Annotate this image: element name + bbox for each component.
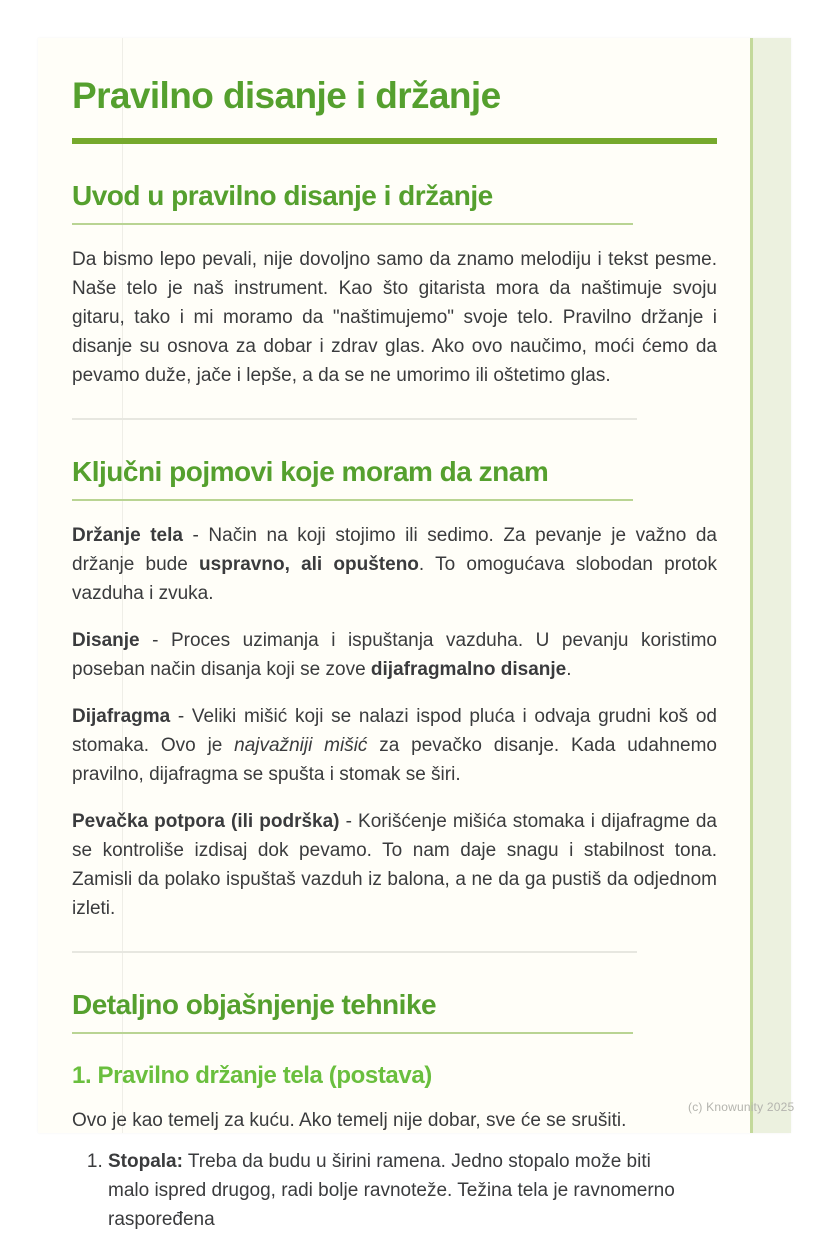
watermark: (c) Knowunity 2025	[688, 1100, 795, 1114]
document-page	[38, 38, 795, 1231]
section-heading-detaljno-objasnjenje: Detaljno objašnjenje tehnike	[72, 989, 437, 1021]
paragraph-uvod: Da bismo lepo pevali, nije dovoljno samo da znamo melodiju i tekst pesme. Naše telo je naš instrument. Kao što gitarista mora da naštimuje svoju gitaru, tako i mi moramo da "naštimujemo" svoje telo. Pravilno držanje i disanje su osnova za dobar i zdrav glas. Ako ovo naučimo, moći ćemo da pevamo duže, jače i lepše, a da se ne umorimo ili oštetimo glas.	[72, 249, 717, 387]
list-item-stopala	[108, 1147, 683, 1234]
section-detaljno-objasnjenje	[72, 989, 717, 1234]
paragraph-temelj-intro: Ovo je kao temelj za kuću. Ako temelj nije dobar, sve će se srušiti.	[72, 1110, 627, 1132]
document-title: Pravilno disanje i držanje	[72, 75, 501, 116]
section-heading-kljucni-pojmovi: Ključni pojmovi koje moram da znam	[72, 456, 549, 488]
page-content	[72, 38, 717, 1234]
subsection-heading-pravilno-drzanje: 1. Pravilno držanje tela (postava)	[72, 1062, 432, 1090]
section-uvod	[72, 180, 717, 390]
section-divider-2	[72, 951, 637, 953]
section-heading-uvod: Uvod u pravilno disanje i držanje	[72, 180, 493, 212]
spacer	[72, 923, 717, 941]
section-rule-uvod	[72, 223, 633, 225]
paragraph-dijafragma: Dijafragma - Veliki mišić koji se nalazi ispod pluća i odvaja grudni koš od stomaka. Ovo je najvažniji mišić za pevačko disanje. Kada udahnemo pravilno, dijafragma se spušta i stomak se širi.	[72, 706, 717, 786]
numbered-list	[72, 1147, 717, 1234]
section-rule-detaljno-objasnjenje	[72, 1032, 633, 1034]
paragraph-drzanje-tela: Držanje tela - Način na koji stojimo ili sedimo. Za pevanje je važno da držanje bude uspravno, ali opušteno. To omogućava slobodan protok vazduha i zvuka.	[72, 525, 718, 605]
section-divider-1	[72, 418, 637, 420]
page-edge-strip	[750, 38, 791, 1133]
title-rule	[72, 138, 717, 144]
paragraph-disanje: Disanje - Proces uzimanja i ispuštanja vazduha. U pevanju koristimo poseban način disanja koji se zove dijafragmalno disanje.	[72, 630, 717, 681]
section-kljucni-pojmovi	[72, 456, 717, 923]
section-rule-kljucni-pojmovi	[72, 499, 633, 501]
paragraph-pevacka-potpora: Pevačka potpora (ili podrška) - Korišćenje mišića stomaka i dijafragme da se kontroliše izdisaj dok pevamo. To nam daje snagu i stabilnost tona. Zamisli da polako ispuštaš vazduh iz balona, a ne da ga pustiš da odjednom izleti.	[72, 811, 717, 920]
list-item-text: Stopala: Treba da budu u širini ramena. Jedno stopalo može biti malo ispred drugog, radi bolje ravnoteže. Težina tela je ravnomerno raspoređena	[108, 1151, 675, 1231]
spacer	[72, 390, 717, 408]
